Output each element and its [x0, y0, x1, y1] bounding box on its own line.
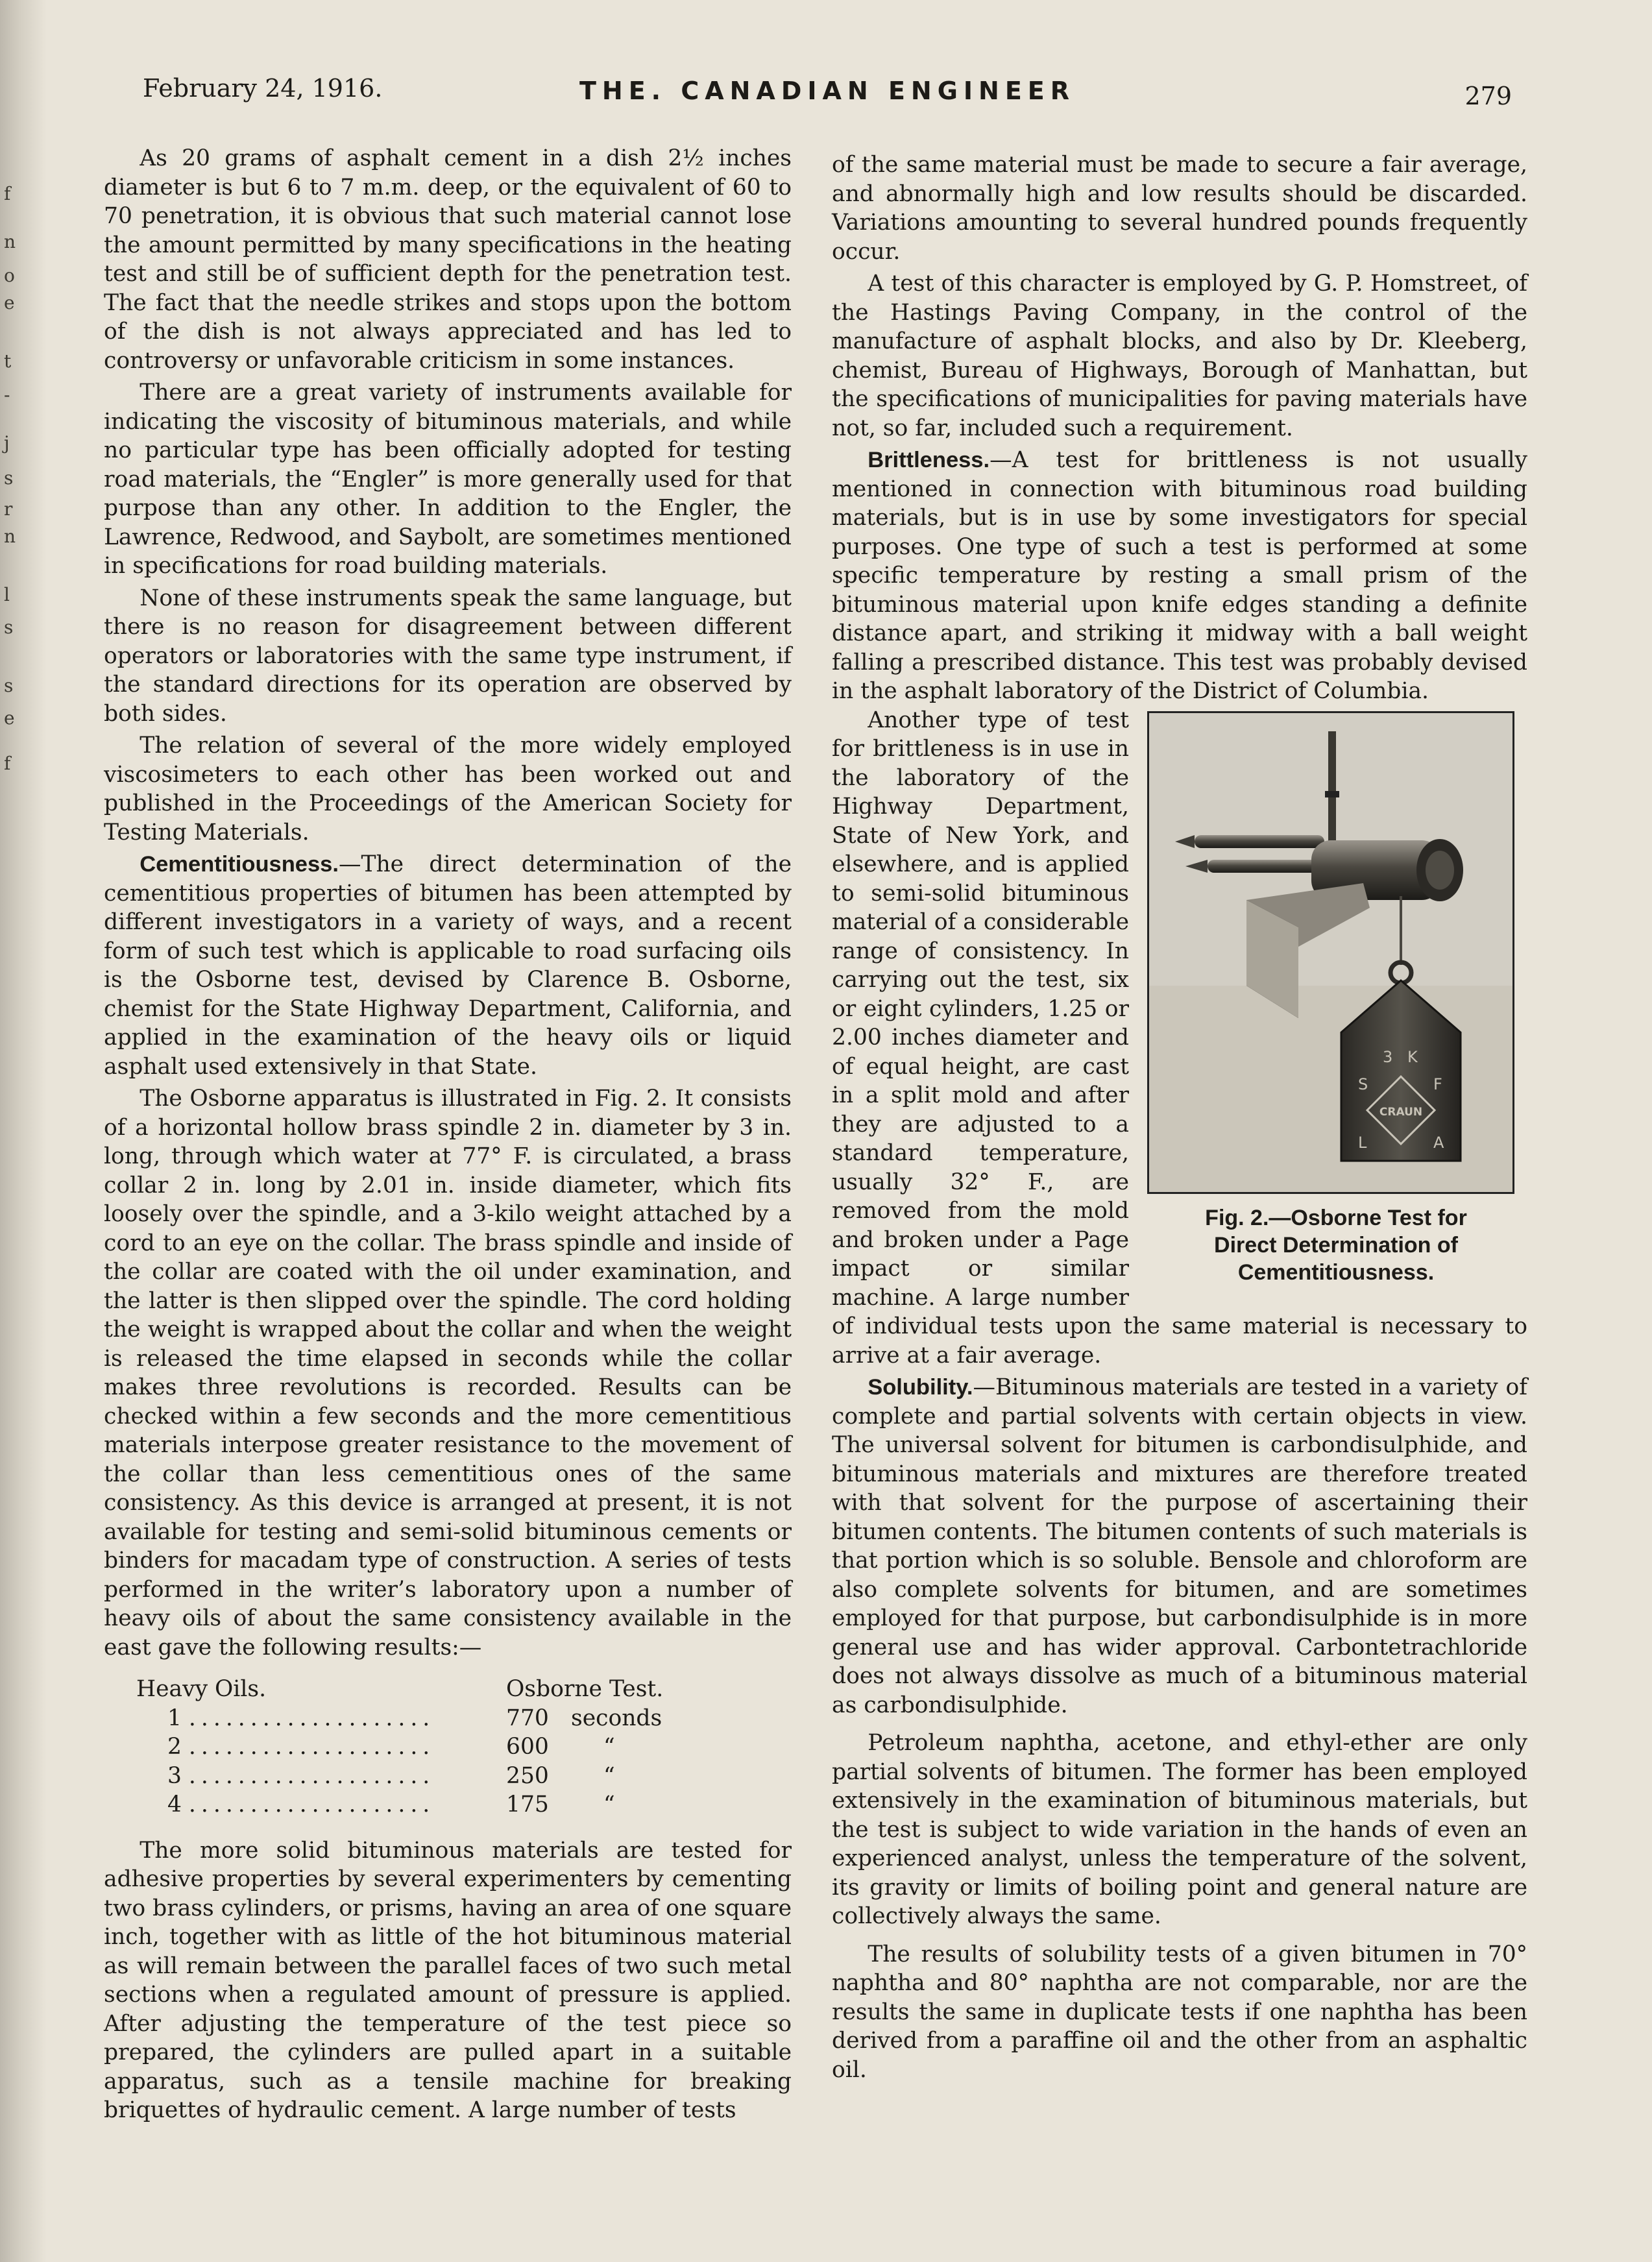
- paragraph: Another type of test for brittleness is in use in the laboratory of the Highway Department, State of New York, and elsewhere, and is applied to semi-solid bituminous material of a considerable range of consistency. In carrying out the test, six or eight cylinders, 1.25 or 2.00 inches diameter and of equal height, are cast in a split mold and after they are adjusted to a standard temperature, usually 32° F., are removed from the mold and broken under a Page impact or similar machine. A large number of individual tests upon the same material is necessary to arrive at a fair average.: [832, 707, 1527, 1368]
- figure-2: [1142, 711, 1530, 1286]
- gutter-fragment: -: [4, 384, 10, 406]
- section-heading: Cementitiousness.: [140, 852, 339, 877]
- leader-dots: ....................: [188, 1705, 435, 1731]
- paragraph: As 20 grams of asphalt cement in a dish 2½ inches diameter is but 6 to 7 m.m. deep, or the equivalent of 60 to 70 penetration, it is obvious that such material cannot lose the amount permitted by many specifications in the heating test and still be of sufficient depth for the penetration test. The fact that the needle strikes and stops upon the bottom of the dish is not always appreciated and has led to controversy or unfavorable criticism in some instances.: [104, 145, 792, 374]
- gutter-fragment: j: [4, 432, 10, 454]
- paragraph-text: —A test for brittleness is not usually mentioned in connection with bituminous road building materials, but is in use by some investigators for special purposes. One type of such a test is performed at some specific temperature by resting a small prism of the bituminous material upon knife edges standing a definite distance apart, and striking it midway with a ball weight falling a prescribed distance. This test was probably devised in the asphalt laboratory of the District of Columbia.: [832, 447, 1527, 704]
- paragraph: None of these instruments speak the same language, but there is no reason for disagreement between different operators or laboratories with the same type instrument, if the standard directions for its operation are observed by both sides.: [104, 585, 792, 727]
- section-heading: Brittleness.: [868, 448, 990, 472]
- table-row: [104, 1762, 792, 1791]
- gutter-fragment: n: [4, 231, 16, 252]
- paragraph-text: —Bituminous materials are tested in a variety of complete and partial solvents with certain objects in view. The universal solvent for bitumen is carbondisulphide, and bituminous materials and mixtures are therefore treated with that solvent for the purpose of ascertaining their bitumen contents. The bitumen contents of such materials is that portion which is so soluble. Bensole and chloroform are also complete solvents for bitumen, and are sometimes employed for that purpose, but carbondisulphide is in more general use and has wider approval. Carbontetrachloride does not always dissolve as much of a bituminous material as carbondisulphide.: [832, 1374, 1527, 1718]
- result-unit: seconds: [571, 1705, 662, 1731]
- gutter-fragment: e: [4, 292, 15, 313]
- row-number: 1: [167, 1705, 182, 1731]
- table-row: [104, 1704, 792, 1733]
- result-value: 175: [506, 1792, 549, 1818]
- paragraph: A test of this character is employed by G. P. Homstreet, of the Hastings Paving Company, in the control of the manufacture of asphalt blocks, and also by Dr. Kleeberg, chemist, Bureau of Highways, Borough of Manhattan, but the specifications of municipalities for paving materials have not, so far, included such a requirement.: [832, 271, 1527, 441]
- table-row: [104, 1790, 792, 1819]
- row-number: 4: [167, 1792, 182, 1818]
- paragraph: There are a great variety of instruments available for indicating the viscosity of bituminous materials, and while no particular type has been officially adopted for testing road materials, the “Engler” is more generally used for that purpose than any other. In addition to the Engler, the Lawrence, Redwood, and Saybolt, are sometimes mentioned in specifications for road building materials.: [104, 380, 792, 579]
- paragraph: [832, 446, 1527, 706]
- gutter-fragment: s: [4, 616, 14, 638]
- weight-mark: S: [1358, 1075, 1368, 1093]
- gutter-fragment: l: [4, 584, 10, 605]
- paragraph: The Osborne apparatus is illustrated in Fig. 2. It consists of a horizontal hollow brass spindle 2 in. diameter by 3 in. long, through which water at 77° F. is circulated, a brass collar 2 in. long by 2.01 in. inside diameter, which fits loosely over the spindle, and a 3-kilo weight attached by a cord to an eye on the collar. The brass spindle and inside of the collar are coated with the oil under examination, and the latter is then slipped over the spindle. The cord holding the weight is wrapped about the collar and when the weight is released the time elapsed in seconds while the collar makes three revolutions is recorded. Results can be checked within a few seconds and the more cementitious materials interpose greater resistance to the movement of the collar than less cementitious ones of the same consistency. As this device is arranged at present, it is not available for testing and semi-solid bituminous cements or binders for macadam type of construction. A series of tests performed in the writer’s laboratory upon a number of heavy oils of about the same consistency available in the east gave the following results:—: [104, 1086, 792, 1660]
- caption-line: Cementitiousness.: [1237, 1259, 1435, 1285]
- gutter-fragment: f: [4, 183, 11, 204]
- column-header: Osborne Test.: [506, 1676, 664, 1702]
- weight-mark: A: [1433, 1133, 1444, 1152]
- result-unit: “: [603, 1762, 615, 1789]
- apparatus-illustration: [1149, 713, 1512, 1192]
- left-column: [104, 144, 792, 2125]
- section-heading: Solubility.: [868, 1375, 973, 1400]
- gutter-fragment: s: [4, 467, 14, 489]
- binding-gutter: [0, 0, 47, 2262]
- weight-mark: 3: [1383, 1047, 1393, 1066]
- osborne-apparatus-photo: [1147, 711, 1514, 1194]
- row-number: 2: [167, 1734, 182, 1760]
- paragraph: [104, 850, 792, 1081]
- leader-dots: ....................: [188, 1792, 435, 1818]
- paragraph: The relation of several of the more widely employed viscosimeters to each other has been worked out and published in the Proceedings of the American Society for Testing Materials.: [104, 733, 792, 845]
- result-value: 770: [506, 1705, 549, 1731]
- result-value: 600: [506, 1734, 549, 1760]
- table-header: [104, 1675, 792, 1704]
- right-column: [832, 151, 1527, 2084]
- result-unit: “: [603, 1792, 615, 1818]
- issue-date: February 24, 1916.: [143, 74, 383, 103]
- leader-dots: ....................: [188, 1762, 435, 1789]
- journal-title: THE. CANADIAN ENGINEER: [579, 77, 1076, 105]
- weight-mark: F: [1433, 1075, 1442, 1093]
- gutter-fragment: e: [4, 707, 15, 729]
- leader-dots: ....................: [188, 1734, 435, 1760]
- weight-mark: CRAUN: [1379, 1105, 1423, 1119]
- gutter-fragment: r: [4, 498, 13, 520]
- paragraph: Petroleum naphtha, acetone, and ethyl-ether are only partial solvents of bitumen. The former has been employed extensively in the examination of bituminous materials, but the test is subject to wide variation in the hands of even an experienced analyst, unless the temperature of the solvent, its gravity or limits of boiling point and general nature are collectively always the same.: [832, 1730, 1527, 1929]
- weight-mark: L: [1358, 1133, 1367, 1152]
- row-number: 3: [167, 1762, 182, 1789]
- result-value: 250: [506, 1762, 549, 1789]
- paragraph-text: —The direct determination of the cementitious properties of bitumen has been attempted by different investigators in a variety of ways, and a recent form of such test which is applicable to road surfacing oils is the Osborne test, devised by Clarence B. Osborne, chemist for the State Highway Department, California, and applied in the examination of the heavy oils or liquid asphalt used extensively in that State.: [104, 851, 792, 1080]
- page-number: 279: [1464, 82, 1512, 110]
- paragraph: The results of solubility tests of a given bitumen in 70° naphtha and 80° naphtha are not comparable, nor are the results the same in duplicate tests if one naphtha has been derived from a paraffine oil and the other from an asphaltic oil.: [832, 1941, 1527, 2083]
- gutter-fragment: t: [4, 350, 12, 372]
- paragraph: [832, 1373, 1527, 1720]
- figure-caption: [1142, 1204, 1530, 1286]
- paragraph: of the same material must be made to secure a fair average, and abnormally high and low results should be discarded. Variations amounting to several hundred pounds frequently occur.: [832, 152, 1527, 265]
- caption-line: Fig. 2.—Osborne Test for: [1205, 1205, 1467, 1230]
- gutter-fragment: s: [4, 675, 14, 696]
- page-header: [143, 70, 1512, 109]
- column-header: Heavy Oils.: [136, 1676, 267, 1702]
- gutter-fragment: n: [4, 526, 16, 547]
- caption-line: Direct Determination of: [1214, 1232, 1458, 1258]
- osborne-results-table: [104, 1675, 792, 1819]
- result-unit: “: [603, 1734, 615, 1760]
- paragraph: The more solid bituminous materials are tested for adhesive properties by several experimenters by cementing two brass cylinders, or prisms, having an area of one square inch, together with as little of the hot bituminous material as will remain between the parallel faces of two such metal sections when a regulated amount of pressure is applied. After adjusting the temperature of the test piece so prepared, the cylinders are pulled apart in a suitable apparatus, such as a tensile machine for breaking briquettes of hydraulic cement. A large number of tests: [104, 1837, 792, 2123]
- gutter-fragment: o: [4, 265, 15, 286]
- table-row: [104, 1733, 792, 1762]
- weight-mark: K: [1407, 1047, 1418, 1066]
- gutter-fragment: f: [4, 753, 11, 774]
